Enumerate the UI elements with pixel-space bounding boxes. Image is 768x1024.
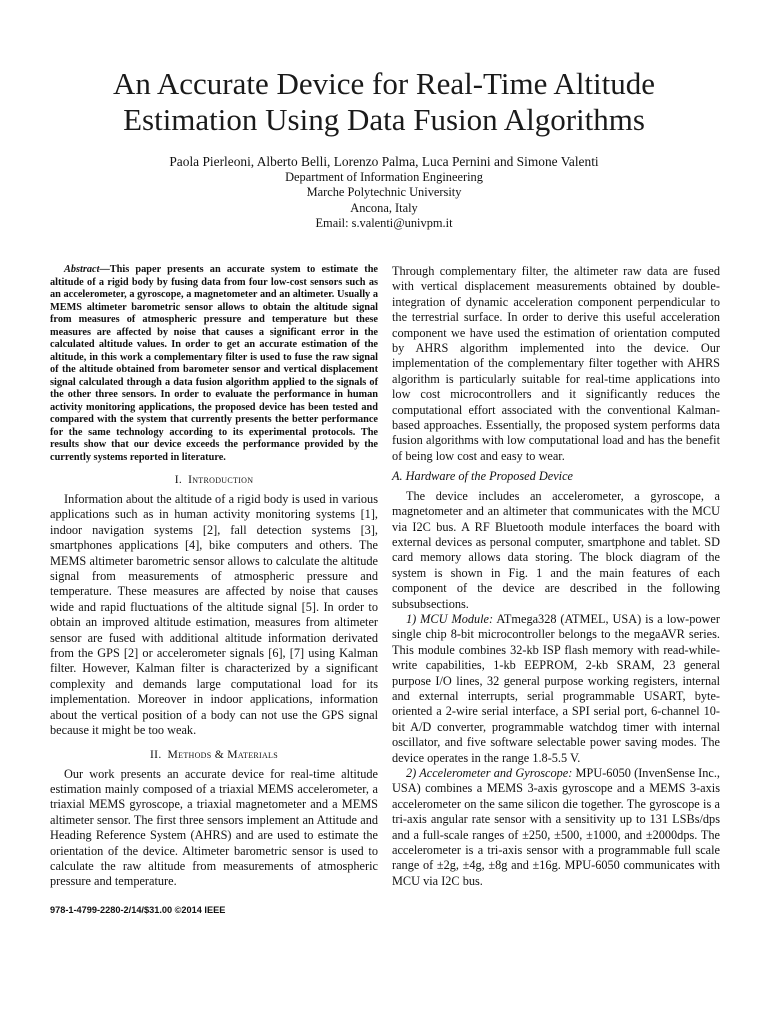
title-line-1: An Accurate Device for Real-Time Altitude xyxy=(112,66,656,101)
section-heading-methods xyxy=(50,748,378,762)
title-line-2: Estimation Using Data Fusion Algorithms xyxy=(123,102,645,137)
left-column xyxy=(50,264,378,890)
mcu-heading: 1) MCU Module: xyxy=(406,611,494,626)
introduction-paragraph: Information about the altitude of a rigid body is used in various applications such as in human activity monitoring systems [1], indoor navigation systems [2], fall detection systems [3], smartphones applications [4], bike computers and others. The MEMS altimeter barometric sensor allows to calculate the altitude signal from measurements of atmospheric pressure and temperature. These measures are affected by noise that causes wide and rapid fluctuations of the altitude signal [5]. In order to obtain an improved altitude estimation, measures from altimeter sensor are fused with additional altitude information derivated from the GPS [2] or accelerometer signals [6], [7] using Kalman filter. However, Kalman filter is characterized by a significant complexity and demands large computational load for its implementation. Moreover in indoor applications, information about the vertical position of a body can not use the GPS signal because it might be too weak. xyxy=(50,492,378,738)
methods-paragraph: Our work presents an accurate device for real-time altitude estimation mainly composed of a triaxial MEMS accelerometer, a triaxial MEMS gyroscope, a triaxial magnetometer and a MEMS altimeter sensor. The first three sensors implement an Attitude and Heading Reference System (AHRS) and are used to estimate the orientation of the device. Altimeter barometric sensor is used to calculate the raw altitude from measurements of atmospheric pressure and temperature. xyxy=(50,766,378,889)
abstract-label: Abstract xyxy=(64,264,100,275)
copyright-footer: 978-1-4799-2280-2/14/$31.00 ©2014 IEEE xyxy=(50,905,226,915)
section-heading-introduction xyxy=(50,473,378,487)
section-title: Methods & Materials xyxy=(167,747,278,761)
accelerometer-heading: 2) Accelerometer and Gyroscope: xyxy=(406,766,573,780)
affiliation-university: Marche Polytechnic University xyxy=(306,185,462,200)
subsection-heading-hardware: A. Hardware of the Proposed Device xyxy=(392,469,573,484)
affiliation-location: Ancona, Italy xyxy=(350,200,418,215)
abstract-dash: — xyxy=(99,264,110,275)
accelerometer-text: MPU-6050 (InvenSense Inc., USA) combines a MEMS 3-axis gyroscope and a MEMS 3-axis accelerometer on the same silicon die together. The gyroscope is a tri-axis angular rate sensor with a sensitivity up to 131 LSBs/dps and a full-scale ranges of ±250, ±500, ±1000, and ±2000dps. The accelerometer is a tri-axis sensor with a programmable full scale range of ±2g, ±4g, ±8g and ±16g. MPU-6050 communicates with MCU via I2C bus. xyxy=(392,766,720,888)
section-number: II. xyxy=(150,747,162,761)
section-number: I. xyxy=(174,473,183,486)
paper-title xyxy=(60,66,708,138)
mcu-paragraph xyxy=(392,612,720,766)
abstract xyxy=(50,264,378,464)
continuation-paragraph: Through complementary filter, the altimeter raw data are fused with vertical displacement measurements obtained by double-integration of dynamic acceleration component perpendicular to the terrestrial surface. In order to derive this useful acceleration component we have used the estimation of orientation computed by AHRS algorithm implemented into the device. Our implementation of the complementary filter together with AHRS algorithm is particularly suitable for real-time applications into low cost microcontrollers and it significantly reduces the computational effort associated with the conventional Kalman-based approaches. Essentially, the proposed system performs data fusion algorithms with low computational load and has the benefit of being low cost and easy to wear. xyxy=(392,264,720,463)
section-title: Introduction xyxy=(188,473,254,486)
mcu-text: ATmega328 (ATMEL, USA) is a low-power single chip 8-bit microcontroller belongs to the megaAVR series. This module combines 32-kb ISP flash memory with read-while-write capabilities, 1-kb EEPROM, 2-kb SRAM, 23 general purpose I/O lines, 32 general purpose working registers, internal and external interrupts, serial programmable USART, byte-oriented a 2-wire serial interface, a SPI serial port, 6-channel 10-bit A/D converter, programmable watchdog timer with internal oscillator, and five software selectable power saving modes. The device operates in the range 1.8-5.5 V. xyxy=(392,611,720,765)
affiliation-block xyxy=(60,170,708,231)
right-column xyxy=(392,264,720,889)
abstract-text: This paper presents an accurate system to estimate the altitude of a rigid body by fusing data from four low-cost sensors such as an accelerometer, a gyroscope, a magnetometer and an altimeter. Usually a MEMS altimeter barometric sensor allows to obtain the altitude signal from measures of atmospheric pressure and temperature but these measures are affected by noise that causes a significant error in the calculated altitude values. In order to get an accurate estimation of the altitude, in this work a complementary filter is used to fuse the raw signal of the altitude obtained from barometer sensor and vertical displacement signal calculated through a data fusion algorithm applied to the signals of the other three sensors. In order to evaluate the performance in human activity monitoring applications, the proposed device has been tested and compared with the system that currently presents the better performance for the same technology according to its experimental protocols. The results show that our device exceeds the performance provided by the currently systems reported in literature. xyxy=(50,264,378,463)
affiliation-email: Email: s.valenti@univpm.it xyxy=(315,215,453,230)
affiliation-department: Department of Information Engineering xyxy=(285,170,483,184)
accelerometer-paragraph xyxy=(392,766,720,889)
author-list: Paola Pierleoni, Alberto Belli, Lorenzo Palma, Luca Pernini and Simone Valenti xyxy=(169,154,599,169)
hardware-paragraph: The device includes an accelerometer, a gyroscope, a magnetometer and an altimeter that communicates with the MCU via I2C bus. A RF Bluetooth module interfaces the board with external devices as personal computer, smartphone and tablet. SD card memory allows data storing. The block diagram of the system is shown in Fig. 1 and the main features of each component of the device are described in the following subsubsections. xyxy=(392,488,720,611)
